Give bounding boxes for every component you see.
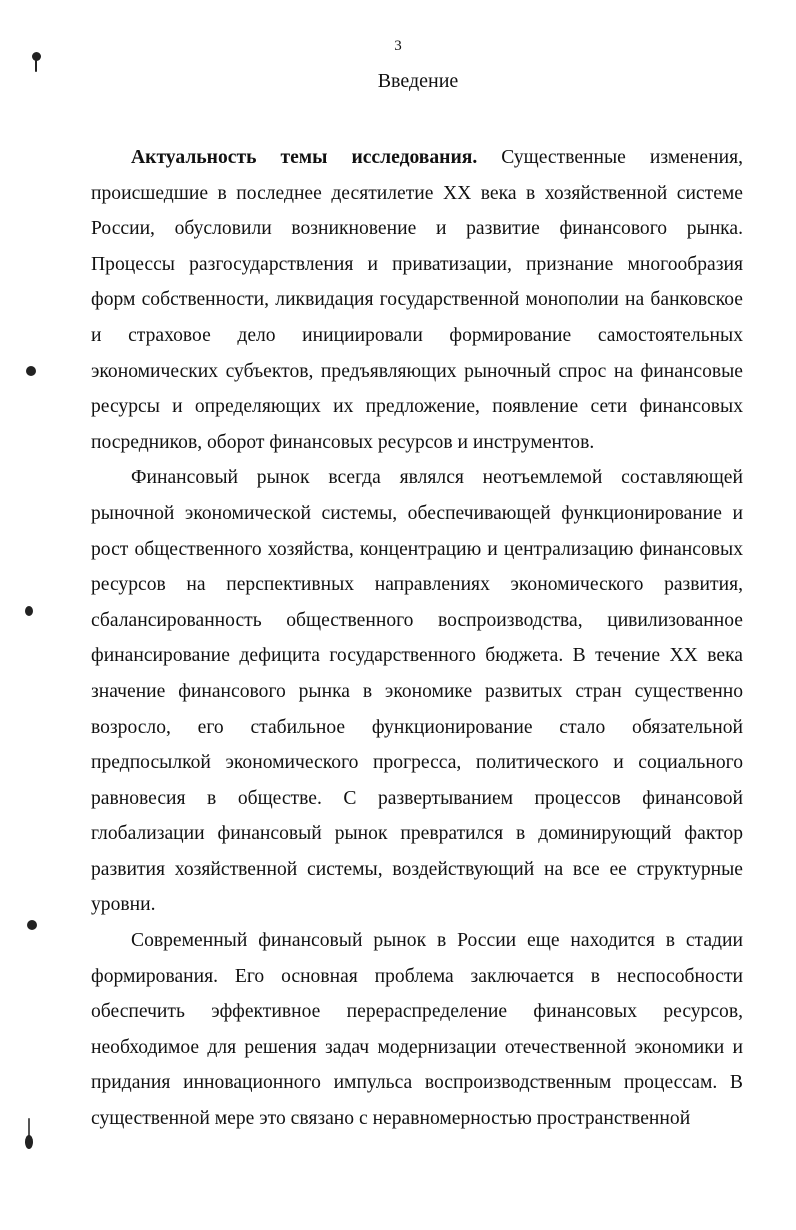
- page-title: Введение: [377, 70, 459, 92]
- binding-hole-mark: [25, 606, 33, 616]
- binding-hole-mark: [26, 366, 36, 376]
- paragraph: [91, 460, 743, 923]
- paragraph-text: Финансовый рынок всегда являлся неотъемлемой составляющей рыночной экономической системы, обеспечивающей функционирование и рост общественного хозяйства, концентрацию и централизацию финансовых ресурсов на перспективных направлениях экономического развития, сбалансированность общественного воспроизводства, цивилизованное финансирование дефицита государственного бюджета. В течение XX века значение финансового рынка в экономике развитых стран существенно возросло, его стабильное функционирование стало обязательной предпосылкой экономического прогресса, политического и социального равновесия в обществе. С развертыванием процессов финансовой глобализации финансовый рынок превратился в доминирующий фактор развития хозяйственной системы, воздействующий на все ее структурные уровни.: [91, 467, 743, 916]
- paragraph: [91, 923, 743, 1137]
- body-text: [91, 140, 743, 1137]
- page-number: 3: [394, 38, 402, 54]
- paragraph-text: Существенные изменения, происшедшие в последнее десятилетие XX века в хозяйственной системе России, обусловили возникновение и развитие финансового рынка. Процессы разгосударствления и приватизации, признание многообразия форм собственности, ликвидация государственной монополии на банковское и страховое дело инициировали формирование самостоятельных экономических субъектов, предъявляющих рыночный спрос на финансовые ресурсы и определяющих их предложение, появление сети финансовых посредников, оборот финансовых ресурсов и инструментов.: [91, 147, 743, 453]
- paragraph-text: Современный финансовый рынок в России еще находится в стадии формирования. Его основная проблема заключается в неспособности обеспечить эффективное перераспределение финансовых ресурсов, необходимое для решения задач модернизации отечественной экономики и придания инновационного импульса воспроизводственным процессам. В существенной мере это связано с неравномерностью пространственной: [91, 930, 743, 1130]
- paragraph-lead: Актуальность темы исследования.: [131, 147, 478, 168]
- binding-hole-mark: [28, 1118, 30, 1136]
- binding-hole-mark: [25, 1135, 33, 1149]
- binding-hole-mark: [27, 920, 37, 930]
- paragraph: [91, 140, 743, 460]
